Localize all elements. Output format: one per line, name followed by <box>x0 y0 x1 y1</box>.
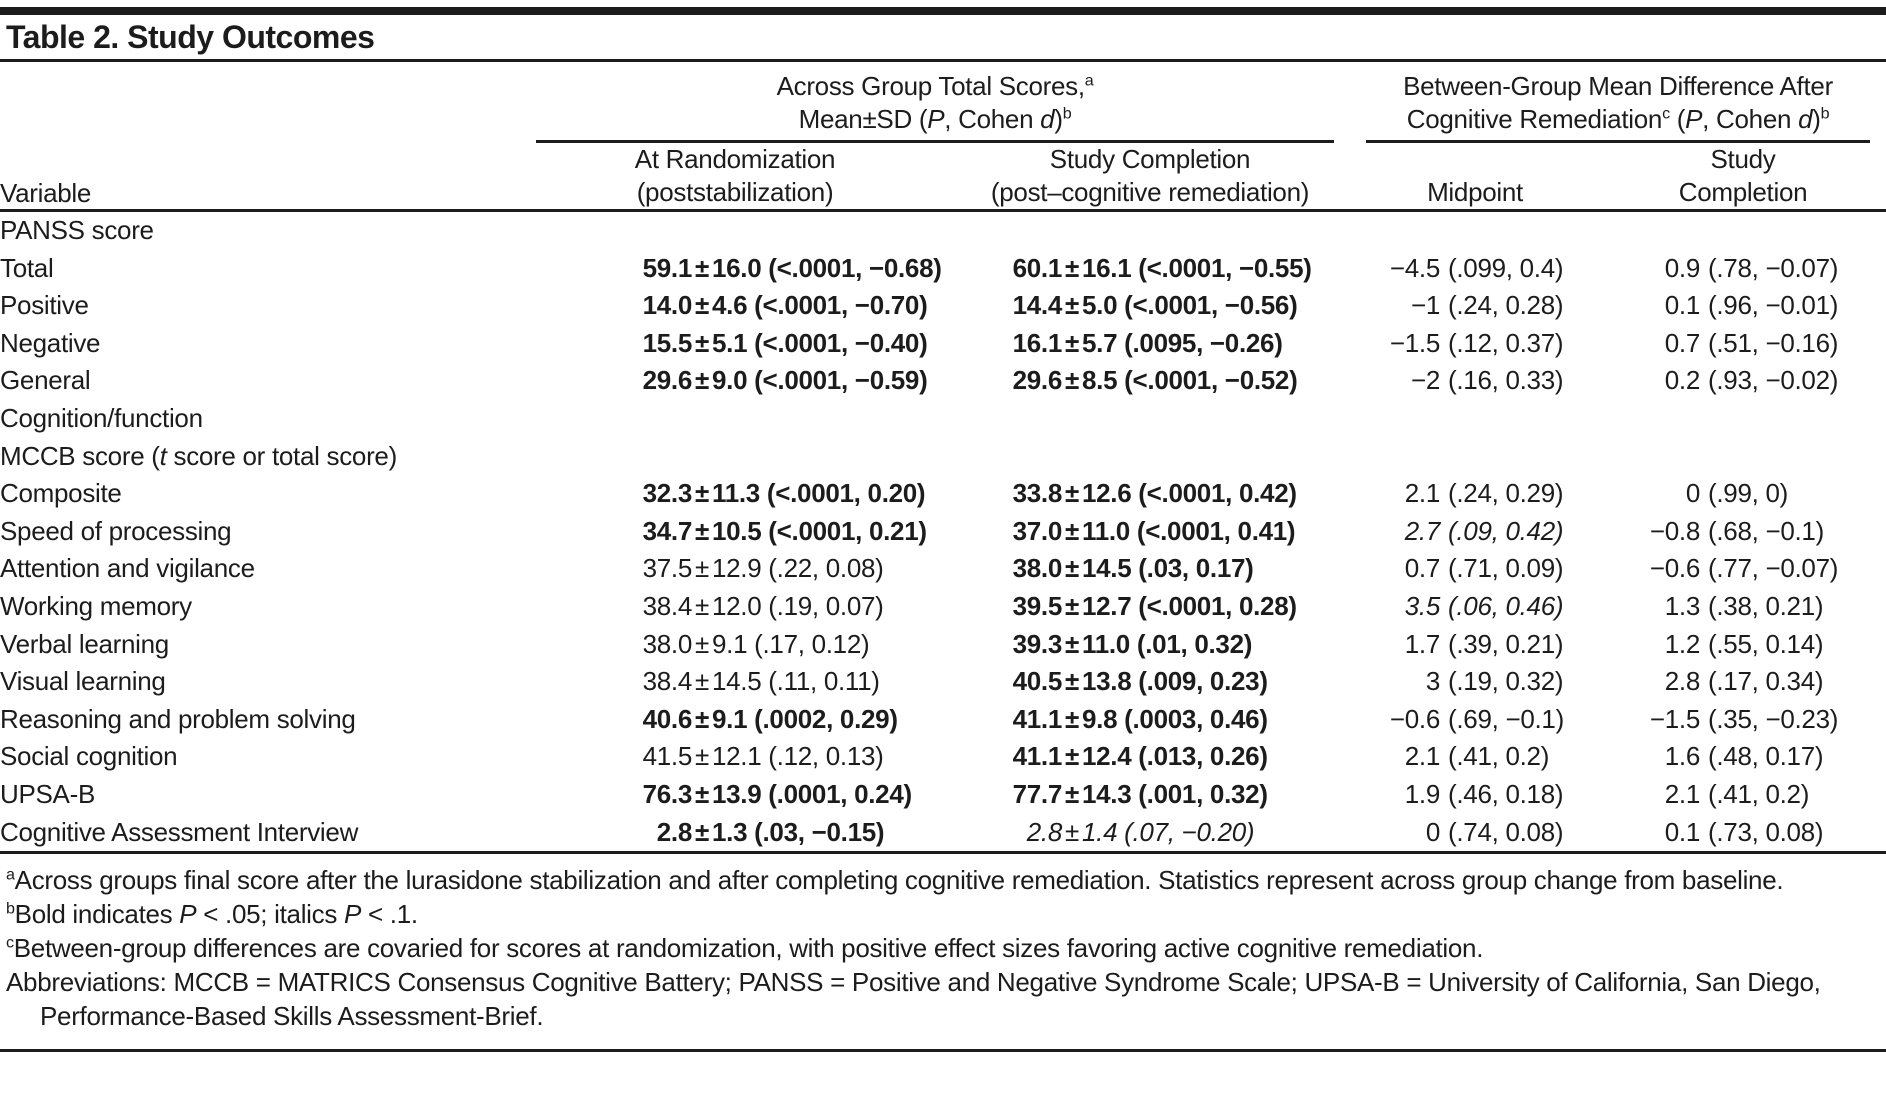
cell-study-completion-score <box>950 438 1350 476</box>
table-row <box>0 438 1886 476</box>
cell-value: 1.3 (.38, 0.21) <box>1664 590 1824 621</box>
subhead-line: Study <box>1710 144 1776 174</box>
cell-value: −1.5 (.12, 0.37) <box>1389 327 1564 358</box>
spanner2-line2-mid: , Cohen <box>1702 104 1799 134</box>
spanner1-line2 <box>536 103 1334 136</box>
row-label: Negative <box>0 327 101 358</box>
cell-at-randomization <box>520 325 950 363</box>
cell-value: 37.5 ± 12.9 (.22, 0.08) <box>642 553 884 584</box>
cell-study-completion-diff <box>1600 362 1886 400</box>
cell-at-randomization <box>520 211 950 250</box>
spanner-between-group-difference <box>1350 62 1886 143</box>
footnote-ref-b: b <box>1062 104 1072 123</box>
cell-value: 76.3 ± 13.9 (.0001, 0.24) <box>642 778 912 809</box>
footnote-text: Bold indicates <box>14 899 180 930</box>
footnote-text: P <box>344 899 362 930</box>
row-label: Cognition/function <box>0 402 203 433</box>
cell-study-completion-score <box>950 814 1350 853</box>
footnote-marker: c <box>6 933 14 952</box>
cell-study-completion-score <box>950 250 1350 288</box>
footnote-marker: a <box>6 865 15 884</box>
footnote <box>6 863 1878 897</box>
row-label-text: MCCB score ( <box>0 440 160 471</box>
italic-d: d <box>1798 104 1813 134</box>
table-row <box>0 663 1886 701</box>
cell-value: 38.4 ± 14.5 (.11, 0.11) <box>642 666 880 697</box>
subhead-line: (poststabilization) <box>636 177 834 207</box>
top-rule-bar <box>0 7 1886 15</box>
cell-midpoint-diff <box>1350 287 1600 325</box>
footnote-text: Abbreviations: MCCB = MATRICS Consensus Cognitive Battery; PANSS = Positive and Negative Syndrome Scale; UPSA-B = University of California, San Diego, Performance-Based Skills Assessment-Brief. <box>6 967 1821 1032</box>
italic-d: d <box>1040 104 1055 134</box>
cell-study-completion-score <box>950 550 1350 588</box>
cell-study-completion-diff <box>1600 211 1886 250</box>
cell-at-randomization <box>520 738 950 776</box>
cell-value: 39.5 ± 12.7 (<.0001, 0.28) <box>1012 590 1297 621</box>
cell-study-completion-score <box>950 400 1350 438</box>
cell-at-randomization <box>520 550 950 588</box>
cell-study-completion-score <box>950 362 1350 400</box>
cell-at-randomization <box>520 250 950 288</box>
table-row <box>0 513 1886 551</box>
spanner2-line2-pre: Cognitive Remediation <box>1406 104 1663 134</box>
cell-value: 1.9 (.46, 0.18) <box>1404 778 1564 809</box>
subhead-line: Completion <box>1678 177 1808 207</box>
cell-study-completion-diff <box>1600 325 1886 363</box>
row-label <box>0 438 520 476</box>
cell-value: 1.2 (.55, 0.14) <box>1664 628 1824 659</box>
table-row <box>0 362 1886 400</box>
cell-value: 16.1 ± 5.7 (.0095, −0.26) <box>1012 327 1283 358</box>
table-row <box>0 475 1886 513</box>
cell-at-randomization <box>520 814 950 853</box>
cell-at-randomization <box>520 287 950 325</box>
row-label: Visual learning <box>0 666 166 697</box>
row-label: Total <box>0 252 54 283</box>
row-label: PANSS score <box>0 215 154 245</box>
cell-value: 41.5 ± 12.1 (.12, 0.13) <box>642 741 884 772</box>
cell-value: 0.7 (.51, −0.16) <box>1664 327 1839 358</box>
footnote-text: < .05; italics <box>196 899 344 930</box>
footnote-ref-b: b <box>1820 104 1830 123</box>
row-label-italic: t <box>159 440 167 471</box>
table-row <box>0 400 1886 438</box>
cell-at-randomization <box>520 400 950 438</box>
cell-study-completion-score <box>950 475 1350 513</box>
cell-midpoint-diff <box>1350 475 1600 513</box>
cell-study-completion-diff <box>1600 701 1886 739</box>
cell-value: 2.1 (.41, 0.2) <box>1404 741 1550 772</box>
cell-value: 0.1 (.73, 0.08) <box>1664 816 1824 847</box>
cell-value: 2.8 ± 1.4 (.07, −0.20) <box>1026 816 1255 847</box>
row-label: Reasoning and problem solving <box>0 703 356 734</box>
cell-midpoint-diff <box>1350 438 1600 476</box>
cell-value: 2.8 (.17, 0.34) <box>1664 666 1824 697</box>
cell-value: 2.1 (.24, 0.29) <box>1404 478 1564 509</box>
cell-value: 3.5 (.06, 0.46) <box>1404 590 1564 621</box>
cell-value: −4.5 (.099, 0.4) <box>1389 252 1564 283</box>
spanner-across-group-scores <box>520 62 1350 143</box>
cell-value: 39.3 ± 11.0 (.01, 0.32) <box>1012 628 1253 659</box>
cell-study-completion-score <box>950 738 1350 776</box>
footnotes <box>0 854 1886 1033</box>
footnote-text: Between-group differences are covaried for scores at randomization, with positive effect sizes favoring active cognitive remediation. <box>13 933 1484 964</box>
cell-study-completion-score <box>950 325 1350 363</box>
footnote-marker: b <box>6 899 15 918</box>
cell-value: 60.1 ± 16.1 (<.0001, −0.55) <box>1012 252 1312 283</box>
cell-value: 41.1 ± 9.8 (.0003, 0.46) <box>1012 703 1268 734</box>
bottom-rule-bar <box>0 1049 1886 1052</box>
cell-value: −0.6 (.77, −0.07) <box>1649 553 1839 584</box>
table-row <box>0 588 1886 626</box>
row-label: Speed of processing <box>0 515 232 546</box>
cell-at-randomization <box>520 513 950 551</box>
row-label: Verbal learning <box>0 628 169 659</box>
column-header-study-completion-diff <box>1600 143 1886 211</box>
footnote-text: < .1. <box>361 899 418 930</box>
cell-midpoint-diff <box>1350 814 1600 853</box>
cell-value: 0.1 (.96, −0.01) <box>1664 290 1839 321</box>
italic-p: P <box>1685 104 1703 134</box>
cell-study-completion-diff <box>1600 400 1886 438</box>
subhead-line: (post–cognitive remediation) <box>990 177 1310 207</box>
cell-value: 32.3 ± 11.3 (<.0001, 0.20) <box>642 478 926 509</box>
cell-study-completion-score <box>950 211 1350 250</box>
column-header-at-randomization <box>520 143 950 211</box>
column-header-study-completion-score <box>950 143 1350 211</box>
cell-study-completion-diff <box>1600 776 1886 814</box>
cell-study-completion-diff <box>1600 475 1886 513</box>
cell-at-randomization <box>520 626 950 664</box>
cell-value: 37.0 ± 11.0 (<.0001, 0.41) <box>1012 515 1296 546</box>
cell-study-completion-score <box>950 701 1350 739</box>
cell-value: −1 (.24, 0.28) <box>1410 290 1564 321</box>
row-label: Positive <box>0 290 89 321</box>
cell-study-completion-diff <box>1600 738 1886 776</box>
cell-value: 29.6 ± 9.0 (<.0001, −0.59) <box>642 365 928 396</box>
cell-midpoint-diff <box>1350 588 1600 626</box>
table-row <box>0 814 1886 853</box>
cell-study-completion-score <box>950 626 1350 664</box>
spanner1-line2-mid: , Cohen <box>944 104 1041 134</box>
cell-value: 1.7 (.39, 0.21) <box>1404 628 1564 659</box>
cell-study-completion-diff <box>1600 588 1886 626</box>
cell-value: 1.6 (.48, 0.17) <box>1664 741 1824 772</box>
cell-midpoint-diff <box>1350 513 1600 551</box>
cell-value: 59.1 ± 16.0 (<.0001, −0.68) <box>642 252 942 283</box>
spanner1-line1 <box>536 70 1334 103</box>
table-row <box>0 626 1886 664</box>
row-label: Composite <box>0 478 122 509</box>
cell-value: 38.0 ± 9.1 (.17, 0.12) <box>642 628 870 659</box>
cell-value: −0.6 (.69, −0.1) <box>1389 703 1564 734</box>
cell-value: 34.7 ± 10.5 (<.0001, 0.21) <box>642 515 927 546</box>
cell-value: 40.6 ± 9.1 (.0002, 0.29) <box>642 703 898 734</box>
spanner-row <box>0 62 1886 143</box>
cell-midpoint-diff <box>1350 738 1600 776</box>
footnote-text: P <box>179 899 197 930</box>
cell-midpoint-diff <box>1350 701 1600 739</box>
table-row <box>0 211 1886 250</box>
cell-midpoint-diff <box>1350 663 1600 701</box>
cell-value: −2 (.16, 0.33) <box>1410 365 1564 396</box>
row-label: Working memory <box>0 590 192 621</box>
cell-value: 2.7 (.09, 0.42) <box>1404 515 1564 546</box>
row-label: General <box>0 365 91 396</box>
cell-midpoint-diff <box>1350 400 1600 438</box>
table-row <box>0 701 1886 739</box>
cell-study-completion-diff <box>1600 626 1886 664</box>
table-row <box>0 250 1886 288</box>
cell-study-completion-score <box>950 663 1350 701</box>
table-row <box>0 550 1886 588</box>
cell-at-randomization <box>520 776 950 814</box>
cell-value: 41.1 ± 12.4 (.013, 0.26) <box>1012 741 1268 772</box>
cell-study-completion-diff <box>1600 814 1886 853</box>
cell-at-randomization <box>520 438 950 476</box>
table-header <box>0 62 1886 211</box>
cell-study-completion-diff <box>1600 550 1886 588</box>
cell-midpoint-diff <box>1350 362 1600 400</box>
cell-study-completion-diff <box>1600 663 1886 701</box>
cell-study-completion-score <box>950 588 1350 626</box>
cell-study-completion-diff <box>1600 250 1886 288</box>
cell-midpoint-diff <box>1350 211 1600 250</box>
cell-value: 14.4 ± 5.0 (<.0001, −0.56) <box>1012 290 1298 321</box>
cell-midpoint-diff <box>1350 250 1600 288</box>
cell-at-randomization <box>520 701 950 739</box>
cell-value: 2.1 (.41, 0.2) <box>1664 778 1810 809</box>
subhead-line: At Randomization <box>634 144 836 174</box>
footnote <box>6 965 1878 1033</box>
footnote-text: Across groups final score after the lurasidone stabilization and after completing cognitive remediation. Statistics represent across group change from baseline. <box>14 865 1784 896</box>
spanner-across-group-box <box>536 62 1334 143</box>
table-row <box>0 325 1886 363</box>
cell-at-randomization <box>520 475 950 513</box>
cell-value: 38.0 ± 14.5 (.03, 0.17) <box>1012 553 1254 584</box>
cell-value: −0.8 (.68, −0.1) <box>1649 515 1824 546</box>
cell-at-randomization <box>520 362 950 400</box>
subhead-line: Midpoint <box>1427 177 1523 207</box>
column-header-variable: Variable <box>0 62 520 211</box>
cell-value: 38.4 ± 12.0 (.19, 0.07) <box>642 590 884 621</box>
cell-value: 77.7 ± 14.3 (.001, 0.32) <box>1012 778 1268 809</box>
cell-value: 0.7 (.71, 0.09) <box>1404 553 1564 584</box>
cell-midpoint-diff <box>1350 776 1600 814</box>
table-row <box>0 738 1886 776</box>
cell-value: 33.8 ± 12.6 (<.0001, 0.42) <box>1012 478 1297 509</box>
row-label-text: score or total score) <box>166 440 397 471</box>
spanner2-line1: Between-Group Mean Difference After <box>1403 71 1833 101</box>
table-row <box>0 287 1886 325</box>
spanner2-paren: ( <box>1669 104 1686 134</box>
cell-midpoint-diff <box>1350 626 1600 664</box>
spanner2-line2 <box>1366 103 1870 136</box>
spanner1-line2-pre: Mean±SD ( <box>798 104 928 134</box>
subhead-line: Study Completion <box>1049 144 1251 174</box>
cell-value: 0.2 (.93, −0.02) <box>1664 365 1839 396</box>
row-label: Social cognition <box>0 741 178 772</box>
cell-value: 14.0 ± 4.6 (<.0001, −0.70) <box>642 290 928 321</box>
cell-value: 3 (.19, 0.32) <box>1425 666 1564 697</box>
cell-at-randomization <box>520 588 950 626</box>
footnote-ref-c: c <box>1662 104 1670 123</box>
page-title: Table 2. Study Outcomes <box>6 19 375 55</box>
column-header-midpoint <box>1350 143 1600 211</box>
spanner-between-group-box <box>1366 62 1870 143</box>
italic-p: P <box>927 104 945 134</box>
spanner2-close: ) <box>1812 104 1821 134</box>
cell-study-completion-score <box>950 513 1350 551</box>
footnote-ref-a: a <box>1084 71 1094 90</box>
table-row <box>0 776 1886 814</box>
cell-study-completion-score <box>950 776 1350 814</box>
cell-study-completion-diff <box>1600 287 1886 325</box>
cell-midpoint-diff <box>1350 550 1600 588</box>
cell-value: 15.5 ± 5.1 (<.0001, −0.40) <box>642 327 928 358</box>
cell-value: 0.9 (.78, −0.07) <box>1664 252 1839 283</box>
cell-value: 2.8 ± 1.3 (.03, −0.15) <box>656 816 885 847</box>
study-outcomes-table <box>0 62 1886 854</box>
row-label: Cognitive Assessment Interview <box>0 816 359 847</box>
row-label: UPSA-B <box>0 778 96 809</box>
table-body <box>0 211 1886 853</box>
footnote <box>6 897 1878 931</box>
cell-value: −1.5 (.35, −0.23) <box>1649 703 1839 734</box>
cell-value: 0 (.99, 0) <box>1685 478 1788 509</box>
cell-value: 0 (.74, 0.08) <box>1425 816 1564 847</box>
footnote <box>6 931 1878 965</box>
cell-value: 40.5 ± 13.8 (.009, 0.23) <box>1012 666 1268 697</box>
spanner1-text: Across Group Total Scores, <box>776 71 1085 101</box>
cell-study-completion-diff <box>1600 438 1886 476</box>
cell-midpoint-diff <box>1350 325 1600 363</box>
cell-study-completion-diff <box>1600 513 1886 551</box>
spanner1-line2-close: ) <box>1054 104 1063 134</box>
row-label: Attention and vigilance <box>0 553 255 584</box>
cell-at-randomization <box>520 663 950 701</box>
cell-study-completion-score <box>950 287 1350 325</box>
cell-value: 29.6 ± 8.5 (<.0001, −0.52) <box>1012 365 1298 396</box>
